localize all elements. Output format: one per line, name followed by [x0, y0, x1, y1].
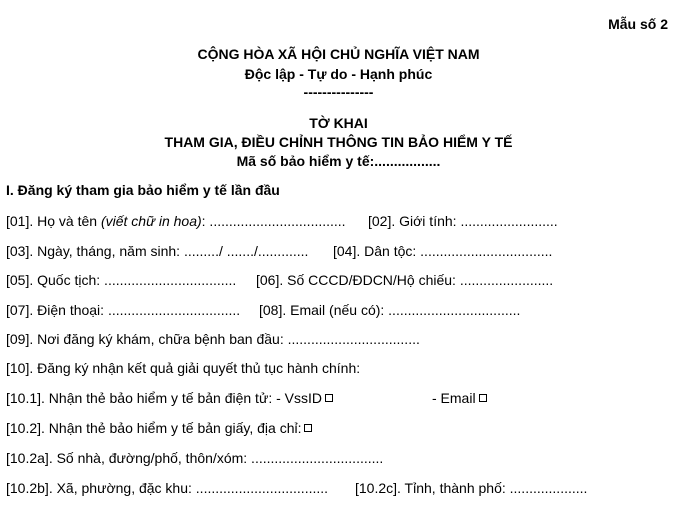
form-number: Mẫu số 2: [608, 16, 668, 32]
field-healthcare-facility: [09]. Nơi đăng ký khám, chữa bệnh ban đầu: ..................................: [6, 331, 420, 347]
nation-heading: CỘNG HÒA XÃ HỘI CHỦ NGHĨA VIỆT NAM: [197, 46, 480, 62]
field-paper-card: [6, 420, 312, 436]
section-heading: I. Đăng ký tham gia bảo hiểm y tế lần đầu: [6, 182, 280, 198]
field-label: [10.2]. Nhận thẻ bảo hiểm y tế bản giấy, địa chỉ:: [6, 420, 302, 436]
field-gender: [02]. Giới tính: .........................: [368, 213, 558, 229]
field-street-address: [10.2a]. Số nhà, đường/phố, thôn/xóm: ..................................: [6, 450, 384, 466]
field-ethnicity: [04]. Dân tộc: ..................................: [333, 243, 553, 259]
paper-card-checkbox[interactable]: [304, 424, 312, 432]
field-nationality: [05]. Quốc tịch: ..................................: [6, 272, 237, 288]
field-result-delivery: [10]. Đăng ký nhận kết quả giải quyết thủ tục hành chính:: [6, 360, 361, 376]
field-label: - Email: [432, 390, 476, 406]
field-commune: [10.2b]. Xã, phường, đặc khu: ..................................: [6, 480, 329, 496]
field-label: [10.1]. Nhận thẻ bảo hiểm y tế bản điện tử: - VssID: [6, 390, 322, 406]
motto-divider: ---------------: [303, 84, 374, 100]
field-email-option: [432, 390, 487, 406]
form-subtitle: THAM GIA, ĐIỀU CHỈNH THÔNG TIN BẢO HIỂM Y TẾ: [164, 134, 513, 150]
vssid-checkbox[interactable]: [325, 394, 333, 402]
field-blank: : ...................................: [201, 213, 346, 229]
field-hint: (viết chữ in hoa): [100, 213, 202, 229]
motto: Độc lập - Tự do - Hạnh phúc: [244, 66, 433, 82]
field-full-name: [6, 213, 346, 229]
field-email: [08]. Email (nếu có): ..................................: [259, 302, 521, 318]
field-phone: [07]. Điện thoại: ..................................: [6, 302, 241, 318]
field-province: [10.2c]. Tỉnh, thành phố: ....................: [355, 480, 588, 496]
email-checkbox[interactable]: [479, 394, 487, 402]
field-label: [01]. Họ và tên: [6, 213, 101, 229]
insurance-code-line: Mã số bảo hiểm y tế:.................: [236, 153, 441, 169]
field-id-number: [06]. Số CCCD/ĐDCN/Hộ chiếu: ........................: [256, 272, 554, 288]
field-birth-date: [03]. Ngày, tháng, năm sinh: ........./ ......./.............: [6, 243, 309, 259]
field-electronic-card: [6, 390, 333, 406]
form-title: TỜ KHAI: [309, 115, 368, 131]
